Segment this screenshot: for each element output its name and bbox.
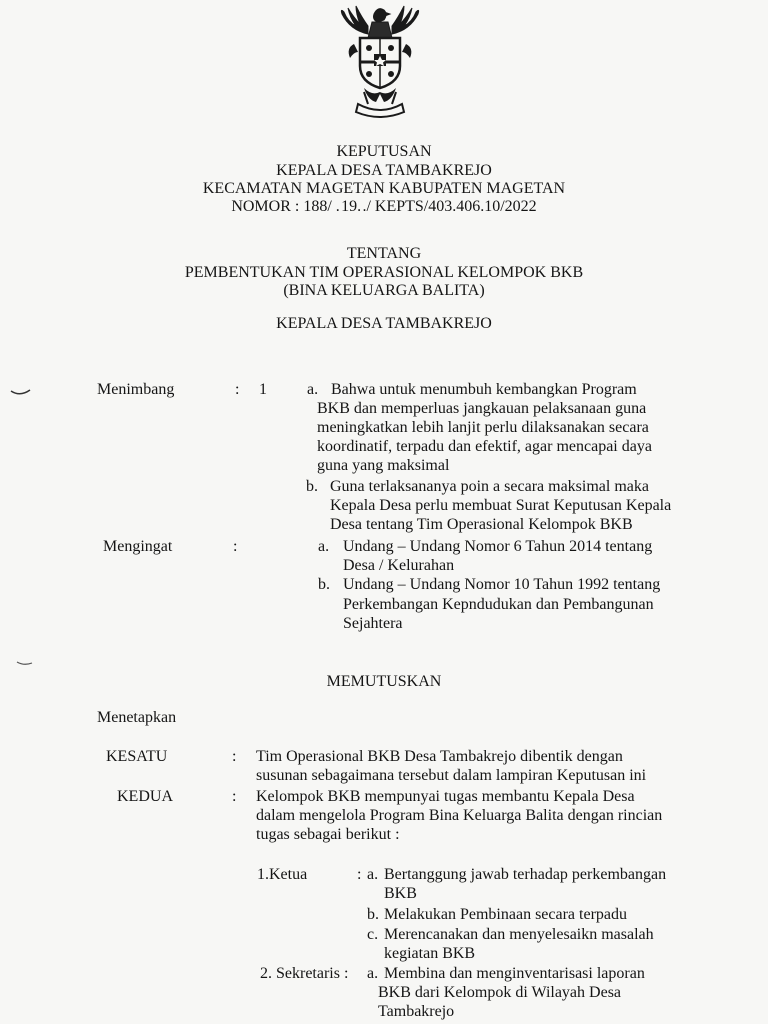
kesatu-line: Tim Operasional BKB Desa Tambakrejo dibentik dengan [256, 748, 623, 765]
colon: : [235, 381, 240, 398]
kedua-line: tugas sebagai berikut : [256, 826, 400, 843]
list-marker: a. [367, 866, 379, 883]
item-number: 1 [259, 381, 267, 398]
colon: : [232, 788, 237, 805]
tentang-heading: TENTANG [346, 245, 422, 262]
menimbang-b-line: Desa tentang Tim Operasional Kelompok BKB [330, 516, 633, 533]
ketua-task-line: Melakukan Pembinaan secara terpadu [384, 906, 628, 923]
subject-line-2: (BINA KELUARGA BALITA) [283, 282, 485, 299]
subject-line-1: PEMBENTUKAN TIM OPERASIONAL KELOMPOK BKB [184, 264, 584, 281]
mengingat-label: Mengingat [103, 538, 173, 555]
colon: : [357, 866, 362, 883]
menimbang-a-line: BKB dan memperluas jangkauan pelaksanaan guna [317, 400, 647, 417]
ketua-task-line: Merencanakan dan menyelesaikn masalah [384, 926, 654, 943]
menimbang-label: Menimbang [97, 381, 175, 398]
mengingat-b-line: Perkembangan Kepndudukan dan Pembangunan [343, 596, 654, 613]
margin-mark [16, 660, 34, 668]
sekretaris-label: 2. Sekretaris : [260, 965, 349, 982]
mengingat-a-line: Undang – Undang Nomor 6 Tahun 2014 tentang [343, 538, 653, 555]
region-line: KECAMATAN MAGETAN KABUPATEN MAGETAN [202, 180, 566, 197]
sekretaris-task-line: BKB dari Kelompok di Wilayah Desa [378, 984, 622, 1001]
garuda-emblem [328, 4, 432, 122]
list-marker: b. [318, 576, 330, 593]
list-marker: a. [307, 381, 319, 398]
list-marker: b. [306, 478, 318, 495]
ketua-label: 1.Ketua [257, 866, 308, 883]
mengingat-b-line: Sejahtera [343, 615, 403, 632]
mengingat-b-line: Undang – Undang Nomor 10 Tahun 1992 tentang [343, 576, 661, 593]
menimbang-a-line: meningkatkan lebih lanjit perlu dilaksanakan secara [317, 419, 649, 436]
kedua-label: KEDUA [117, 788, 173, 805]
list-marker: a. [367, 965, 379, 982]
mengingat-a-line: Desa / Kelurahan [343, 557, 455, 574]
document-title: KEPUTUSAN [336, 143, 432, 160]
menetapkan-label: Menetapkan [97, 709, 177, 726]
list-marker: b. [367, 906, 379, 923]
colon: : [232, 748, 237, 765]
kesatu-line: susunan sebagaimana tersebut dalam lampiran Keputusan ini [256, 767, 647, 784]
ketua-task-line: Bertanggung jawab terhadap perkembangan [384, 866, 667, 883]
menimbang-b-line: Kepala Desa perlu membuat Surat Keputusan Kepala [330, 497, 672, 514]
sekretaris-task-line: Membina dan menginventarisasi laporan [384, 965, 645, 982]
decree-number: NOMOR : 188/ . 19. ./ KEPTS/403.406.10/2022 [231, 198, 537, 215]
kedua-line: Kelompok BKB mempunyai tugas membantu Kepala Desa [256, 788, 635, 805]
ketua-task-line: BKB [384, 885, 417, 902]
memutuskan-heading: MEMUTUSKAN [326, 673, 442, 690]
menimbang-a-line: Bahwa untuk menumbuh kembangkan Program [331, 381, 637, 398]
kedua-line: dalam mengelola Program Bina Keluarga Balita dengan rincian [256, 807, 663, 824]
ketua-task-line: kegiatan BKB [384, 945, 476, 962]
list-marker: a. [318, 538, 330, 555]
list-marker: c. [367, 926, 379, 943]
menimbang-b-line: Guna terlaksananya poin a secara maksimal maka [330, 478, 649, 495]
menimbang-a-line: guna yang maksimal [317, 457, 450, 474]
menimbang-a-line: koordinatif, terpadu dan efektif, agar mencapai daya [317, 438, 652, 455]
issuer-line: KEPALA DESA TAMBAKREJO [276, 162, 492, 179]
official-title: KEPALA DESA TAMBAKREJO [276, 315, 492, 332]
sekretaris-task-line: Tambakrejo [378, 1003, 455, 1020]
colon: : [233, 538, 238, 555]
margin-mark [10, 388, 32, 398]
kesatu-label: KESATU [106, 748, 168, 765]
